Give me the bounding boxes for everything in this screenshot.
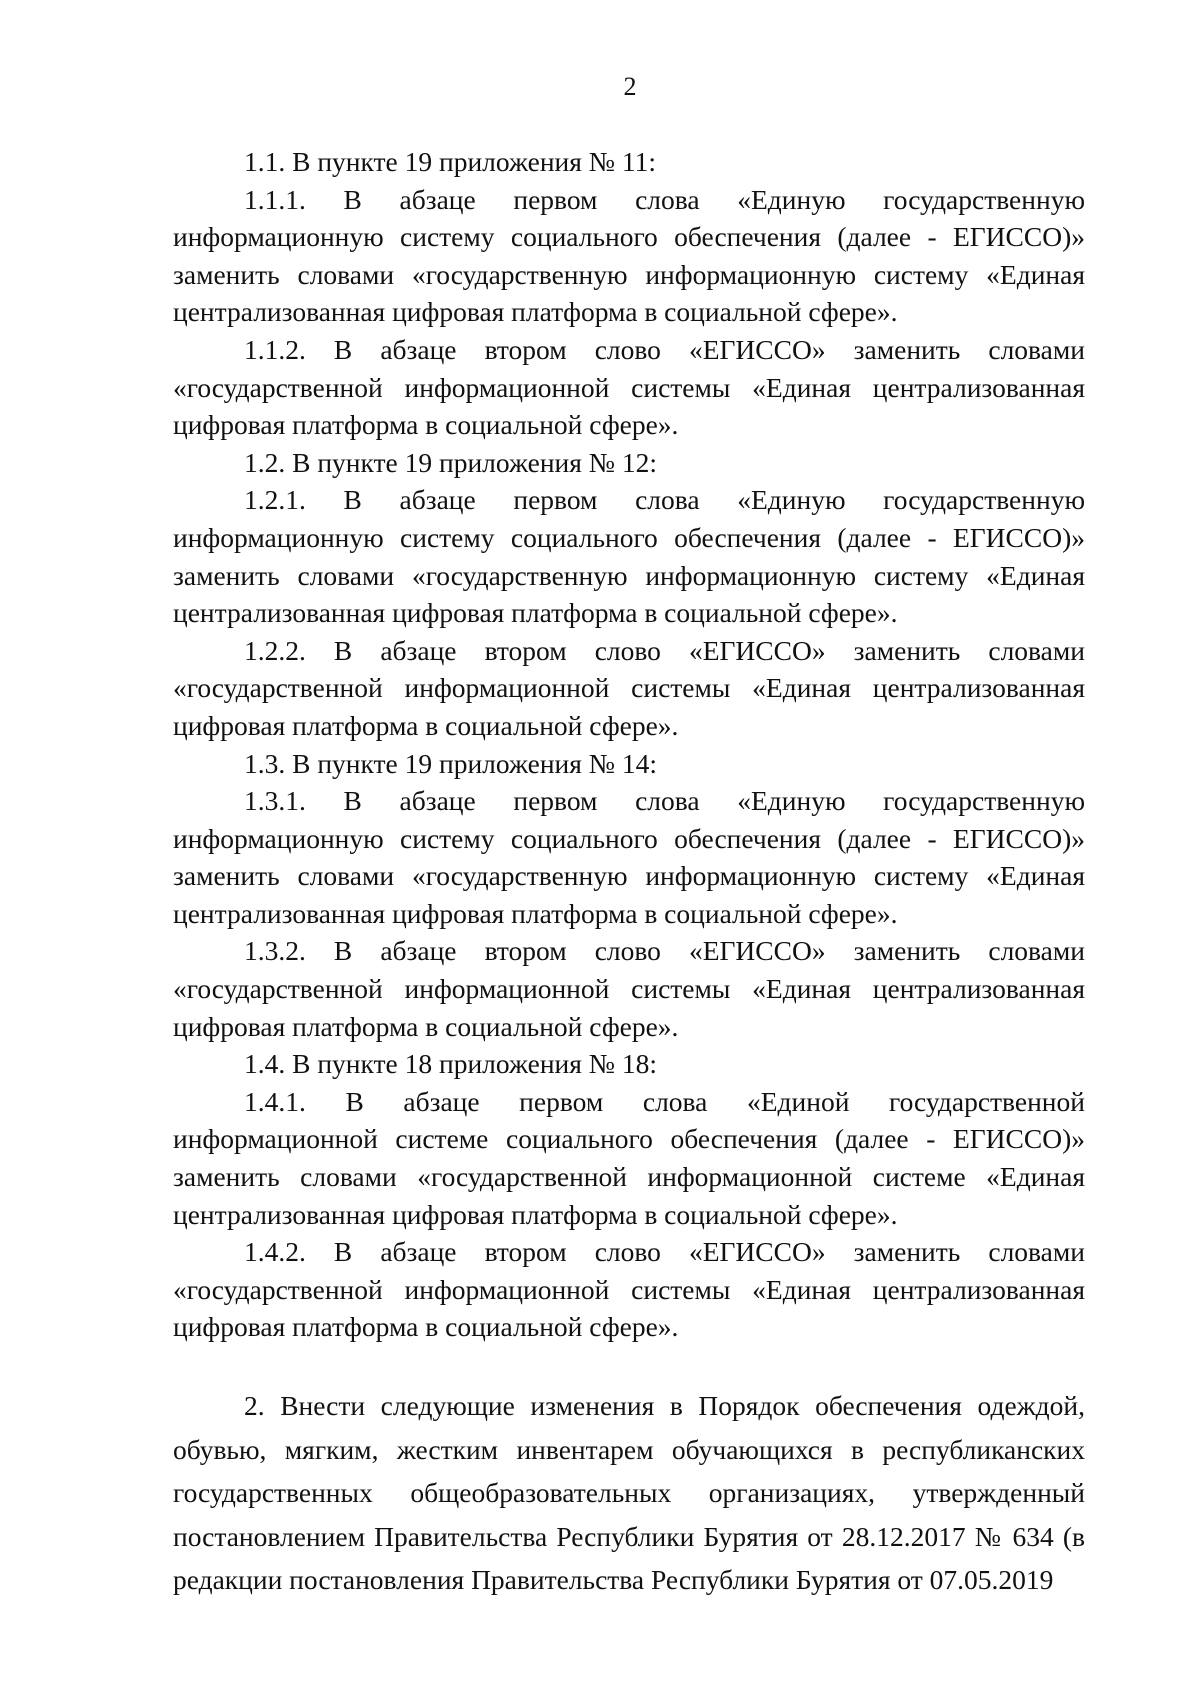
paragraph-1-3-2: 1.3.2. В абзаце втором слово «ЕГИССО» заменить словами «государственной информационной системы «Единая централизованная цифровая платформа в социальной сфере». [173, 935, 1085, 1042]
paragraph-1-1: 1.1. В пункте 19 приложения № 11: [244, 146, 657, 177]
paragraph-1-3-1: 1.3.1. В абзаце первом слова «Единую государственную информационную систему социального обеспечения (далее - ЕГИССО)» заменить словами «государственную информационную систему «Единая централизованная цифровая платформа в социальной сфере». [173, 785, 1085, 929]
paragraph-1-2-2: 1.2.2. В абзаце втором слово «ЕГИССО» заменить словами «государственной информационной системы «Единая централизованная цифровая платформа в социальной сфере». [173, 634, 1085, 741]
paragraph-1-3: 1.3. В пункте 19 приложения № 14: [244, 747, 658, 779]
paragraph-1-4-1: 1.4.1. В абзаце первом слова «Единой государственной информационной системе социального обеспечения (далее - ЕГИССО)» заменить словами «государственной информационной системе «Единая централизованная цифровая платформа в социальной сфере». [173, 1085, 1085, 1230]
paragraph-1-4-2: 1.4.2. В абзаце втором слово «ЕГИССО» заменить словами «государственной информационной системы «Единая централизованная цифровая платформа в социальной сфере». [173, 1236, 1085, 1343]
document-body [173, 143, 1085, 1602]
paragraph-1-4: 1.4. В пункте 18 приложения № 18: [244, 1048, 658, 1080]
paragraph-1-1-2: 1.1.2. В абзаце втором слово «ЕГИССО» заменить словами «государственной информационной системы «Единая централизованная цифровая платформа в социальной сфере». [173, 333, 1085, 441]
paragraph-1-2: 1.2. В пункте 19 приложения № 12: [244, 446, 658, 478]
paragraph-2: 2. Внести следующие изменения в Порядок обеспечения одеждой, обувью, мягким, жестким инвентарем обучающихся в республиканских государственных общеобразовательных организациях, утвержденный постановлением Правительства Республики Бурятия от 28.12.2017 № 634 (в редакции постановления Правительства Республики Бурятия от 07.05.2019 [173, 1390, 1085, 1595]
paragraph-1-2-1: 1.2.1. В абзаце первом слова «Единую государственную информационную систему социального обеспечения (далее - ЕГИССО)» заменить словами «государственную информационную систему «Единая централизованная цифровая платформа в социальной сфере». [173, 484, 1085, 629]
page-number: 2 [623, 72, 637, 101]
paragraph-1-1-1: 1.1.1. В абзаце первом слова «Единую государственную информационную систему социального обеспечения (далее - ЕГИССО)» заменить словами «государственную информационную систему «Единая централизованная цифровая платформа в социальной сфере». [173, 183, 1085, 328]
